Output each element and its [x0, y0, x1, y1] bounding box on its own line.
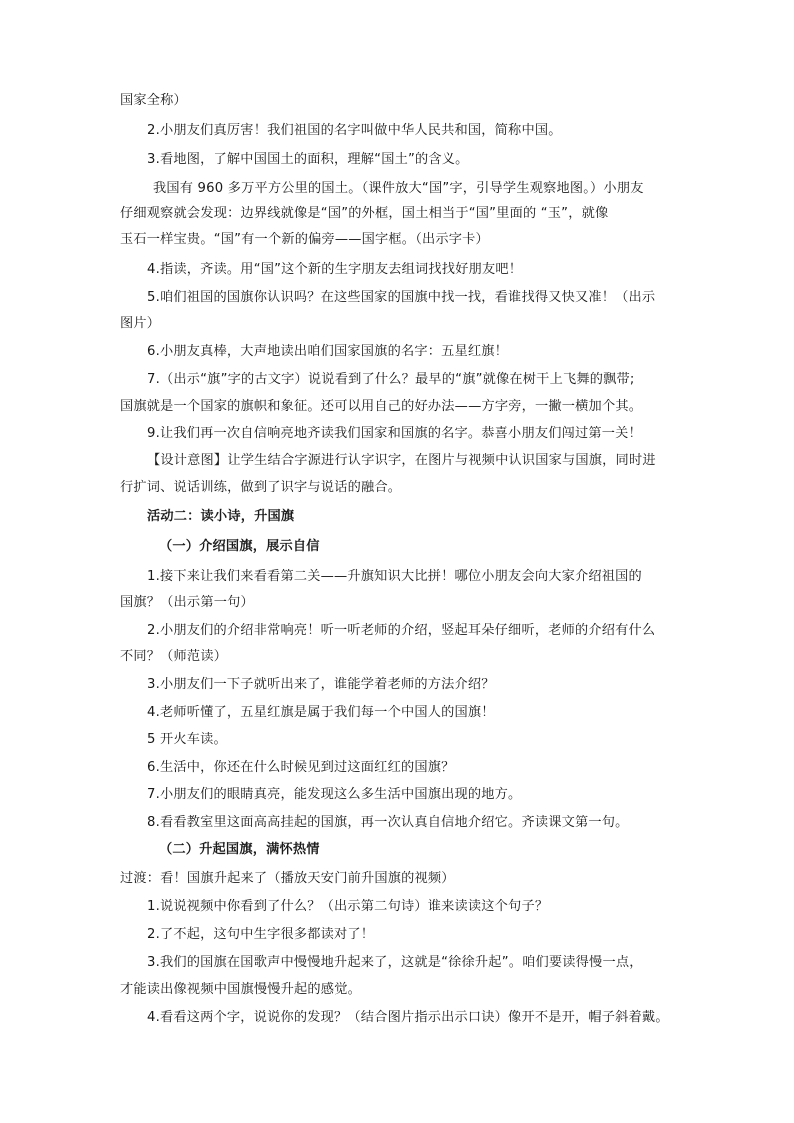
text-line: 国旗？（出示第一句） [120, 595, 254, 610]
text-line: 5.咱们祖国的国旗你认识吗？在这些国家的国旗中找一找，看谁找得又快又准！（出示 [147, 290, 656, 305]
text-line: 国旗就是一个国家的旗帜和象征。还可以用自己的好办法——方字旁，一撇一横加个其。 [120, 399, 643, 414]
text-line: 2.小朋友们真厉害！我们祖国的名字叫做中华人民共和国，简称中国。 [147, 123, 562, 138]
text-line: 5 开火车读。 [147, 732, 227, 747]
text-line: 才能读出像视频中国旗慢慢升起的感觉。 [120, 982, 361, 997]
text-line: 3.我们的国旗在国歌声中慢慢地升起来了，这就是“徐徐升起”。咱们要读得慢一点， [147, 955, 643, 970]
subsection-heading: （二）升起国旗，满怀热情 [159, 842, 320, 857]
text-line: 1.接下来让我们来看看第二关——升旗知识大比拼！哪位小朋友会向大家介绍祖国的 [147, 569, 642, 584]
text-line: 4.看看这两个字，说说你的发现？（结合图片指示出示口诀）像开不是开，帽子斜着戴。 [147, 1010, 669, 1025]
text-line: 过渡：看！国旗升起来了（播放天安门前升国旗的视频） [120, 871, 455, 886]
text-line: 4.指读，齐读。用“国”这个新的生字朋友去组词找找好朋友吧！ [147, 262, 523, 277]
section-heading: 活动二：读小诗，升国旗 [147, 509, 295, 524]
text-line: 1.说说视频中你看到了什么？（出示第二句诗）谁来读读这个句子？ [147, 899, 549, 914]
text-line: 行扩词、说话训练，做到了识字与说话的融合。 [120, 480, 402, 495]
text-line: 玉石一样宝贵。“国”有一个新的偏旁——国字框。（出示字卡） [120, 232, 489, 247]
text-line: 仔细观察就会发现：边界线就像是“国”的外框，国土相当于“国”里面的 “玉”，就像 [120, 206, 609, 221]
text-line: 3.看地图，了解中国国土的面积，理解“国土”的含义。 [147, 152, 469, 167]
text-line: 9.让我们再一次自信响亮地齐读我们国家和国旗的名字。恭喜小朋友们闯过第一关！ [147, 426, 642, 441]
text-line: 6.小朋友真棒，大声地读出咱们国家国旗的名字：五星红旗！ [147, 344, 509, 359]
text-line: 4.老师听懂了，五星红旗是属于我们每一个中国人的国旗！ [147, 705, 495, 720]
text-line: 2.小朋友们的介绍非常响亮！听一听老师的介绍，竖起耳朵仔细听，老师的介绍有什么 [147, 623, 656, 638]
subsection-heading: （一）介绍国旗，展示自信 [159, 539, 320, 554]
text-line: 图片） [120, 316, 161, 331]
text-line: 不同？（师范读） [120, 649, 228, 664]
text-line: 7.（出示“旗”字的古文字）说说看到了什么？最早的“旗”就像在树干上飞舞的飘带; [147, 372, 635, 387]
text-line: 7.小朋友们的眼睛真亮，能发现这么多生活中国旗出现的地方。 [147, 787, 522, 802]
text-line: 6.生活中，你还在什么时候见到过这面红红的国旗？ [147, 760, 455, 775]
design-intent: 【设计意图】让学生结合字源进行认字识字，在图片与视频中认识国家与国旗，同时进 [147, 453, 656, 468]
text-line: 我国有 960 多万平方公里的国土。（课件放大“国”字，引导学生观察地图。）小朋友 [153, 181, 644, 196]
text-line: 3.小朋友们一下子就听出来了，谁能学着老师的方法介绍？ [147, 677, 495, 692]
text-line: 2.了不起，这句中生字很多都读对了！ [147, 927, 375, 942]
text-line: 国家全称） [120, 93, 187, 108]
text-line: 8.看看教室里这面高高挂起的国旗，再一次认真自信地介绍它。齐读课文第一句。 [147, 815, 629, 830]
